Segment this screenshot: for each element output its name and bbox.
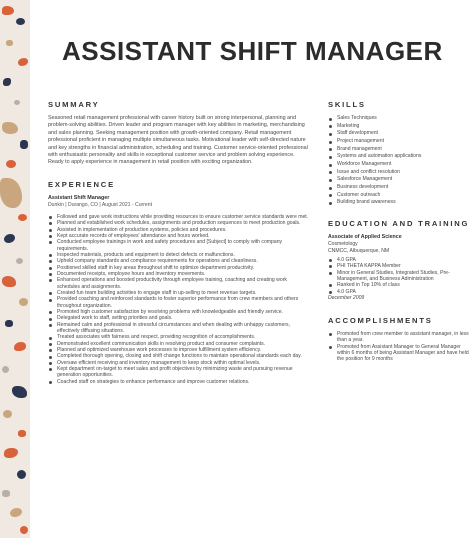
experience-bullet: Treated associates with fairness and respect, providing recognition of accomplishments. (48, 334, 310, 340)
terrazzo-chip (20, 140, 28, 149)
experience-bullet: Conducted employee trainings in work and safety procedures and [Subject] to comply with company requirements. (48, 239, 310, 252)
experience-heading: EXPERIENCE (48, 179, 115, 189)
experience-bullet: Planned and optimized warehouse work processes to improve fulfillment system efficiency. (48, 347, 310, 353)
experience-bullet: Promoted high customer satisfaction by resolving problems with knowledgeable and friendly service. (48, 309, 310, 315)
terrazzo-chip (10, 508, 22, 517)
terrazzo-chip (14, 100, 20, 105)
terrazzo-chip (5, 320, 13, 327)
education-list (328, 257, 474, 295)
terrazzo-chip (16, 258, 23, 264)
terrazzo-chip (12, 386, 27, 398)
terrazzo-chip (0, 178, 22, 208)
experience-bullet: Positioned skilled staff in key areas throughout shift to optimize department productivity. (48, 265, 310, 271)
experience-bullet: Kept department on-target to meet sales and profit objectives by minimizing waste and pursuing revenue generation opportunities. (48, 366, 310, 379)
education-bullet: 4.0 GPA (328, 289, 474, 295)
experience-bullet: Created fun team building activities to engage staff in up-selling to meet revenue targets. (48, 290, 310, 296)
experience-bullet: Completed thorough opening, closing and shift change functions to maintain operational standards each day. (48, 353, 310, 359)
terrazzo-chip (18, 58, 28, 66)
left-column (48, 100, 310, 385)
skill-item: Issue and conflict resolution (328, 169, 474, 177)
skill-item: Marketing (328, 123, 474, 131)
experience-bullet: Enhanced operations and boosted productivity through employee training, coaching and creating work schedules and assignments. (48, 277, 310, 290)
terrazzo-chip (2, 6, 14, 15)
education-bullet: Ranked in Top 10% of class (328, 282, 474, 288)
terrazzo-chip (4, 448, 18, 458)
skill-item: Building brand awareness (328, 199, 474, 207)
job-title: Assistant Shift Manager (48, 194, 110, 201)
experience-bullet: Planned and established work schedules, assignments and production sequences to meet production goals. (48, 220, 310, 226)
education-heading: EDUCATION AND TRAINING (328, 218, 470, 228)
experience-bullet: Upheld company standards and compliance requirements for operations and cleanliness. (48, 258, 310, 264)
experience-bullet: Assisted in implementation of production systems, policies and procedures. (48, 227, 310, 233)
education-bullet: PHI THETA KAPPA Member (328, 263, 474, 269)
experience-bullet: Remained calm and professional in stressful circumstances and when dealing with unhappy customers, effectively diffusing situations. (48, 322, 310, 335)
experience-list (48, 214, 310, 385)
school-name: CNMCC, Albuquerque, NM (328, 247, 390, 254)
accomplishments-list (328, 331, 474, 363)
terrazzo-chip (17, 470, 26, 479)
summary-text: Seasoned retail management professional with career history built on strong interpersonal, planning and problem-solving abilities. Driven leader and program manager with key abilities in marketing, merchandising and sales planning. Seeking management position with growth-oriented company. Retail management professional proficient in managing multiple simultaneous tasks. Motivational leader with self-directed nature and key strengths in financial administration, scheduling and training. Customer service-oriented professional with enthusiastic personality and skills in exceptional customer service and problem solving experience. Ready to apply experience in management in retail position with exciting organization. (48, 115, 308, 166)
skills-heading: SKILLS (328, 100, 366, 109)
degree-field: Cosmetology (328, 240, 358, 247)
skill-item: Customer outreach (328, 192, 474, 200)
skill-item: Staff development (328, 130, 474, 138)
accomplishments-heading: ACCOMPLISHMENTS (328, 315, 433, 325)
experience-bullet: Provided coaching and reinforced standards to foster superior performance from crew members and others throughout organization. (48, 296, 310, 309)
experience-bullet: Inspected materials, products and equipment to detect defects or malfunctions. (48, 252, 310, 258)
experience-bullet: Documented receipts, employee hours and inventory movements. (48, 271, 310, 277)
terrazzo-chip (6, 160, 16, 168)
skill-item: Workforce Management (328, 161, 474, 169)
resume-title: ASSISTANT SHIFT MANAGER (62, 36, 443, 66)
terrazzo-chip (16, 18, 25, 25)
terrazzo-chip (2, 366, 9, 373)
skills-list (328, 115, 474, 207)
education-bullet: 4.0 GPA (328, 257, 474, 263)
right-column (328, 100, 474, 363)
education-date: December 2009 (328, 294, 365, 301)
job-meta: Dunkin | Durango, CO | August 2021 - Current (48, 201, 153, 208)
terrazzo-chip (2, 122, 18, 134)
summary-heading: SUMMARY (48, 100, 100, 109)
terrazzo-chip (2, 276, 16, 287)
terrazzo-border (0, 0, 30, 538)
terrazzo-chip (18, 430, 26, 437)
skill-item: Systems and automation applications (328, 153, 474, 161)
education-bullet: Minor in General Studies, Integrated Studies, Pre-Management, and Business Administration (328, 270, 474, 283)
skill-item: Business development (328, 184, 474, 192)
terrazzo-chip (14, 342, 26, 351)
terrazzo-chip (3, 78, 11, 86)
skill-item: Project management (328, 138, 474, 146)
accomplishment-item: Promoted from Assistant Manager to General Manager within 6 months of being Assistant Manager and have held the position for 9 months (328, 344, 474, 363)
experience-bullet: Oversaw efficient receiving and inventory management to keep stock within optimal levels. (48, 360, 310, 366)
terrazzo-chip (6, 40, 13, 46)
terrazzo-chip (3, 410, 12, 418)
experience-bullet: Coached staff on strategies to enhance performance and improve customer relations. (48, 379, 310, 385)
experience-bullet: Demonstrated excellent communication skills in resolving product and consumer complaints. (48, 341, 310, 347)
skill-item: Brand management (328, 146, 474, 154)
experience-bullet: Kept accurate records of employees' attendance and hours worked. (48, 233, 310, 239)
accomplishment-item: Promoted from crew member to assistant manager, in less than a year. (328, 331, 474, 344)
terrazzo-chip (4, 234, 15, 243)
experience-bullet: Delegated work to staff, setting priorities and goals. (48, 315, 310, 321)
terrazzo-chip (18, 214, 27, 221)
resume-page (30, 0, 474, 538)
terrazzo-chip (2, 490, 10, 497)
skill-item: Sales Techniques (328, 115, 474, 123)
terrazzo-chip (20, 526, 28, 534)
degree-name: Associate of Applied Science (328, 233, 402, 240)
skill-item: Salesforce Management (328, 176, 474, 184)
terrazzo-chip (19, 298, 28, 306)
experience-bullet: Followed and gave work instructions while providing resources to ensure customer service standards were met. (48, 214, 310, 220)
